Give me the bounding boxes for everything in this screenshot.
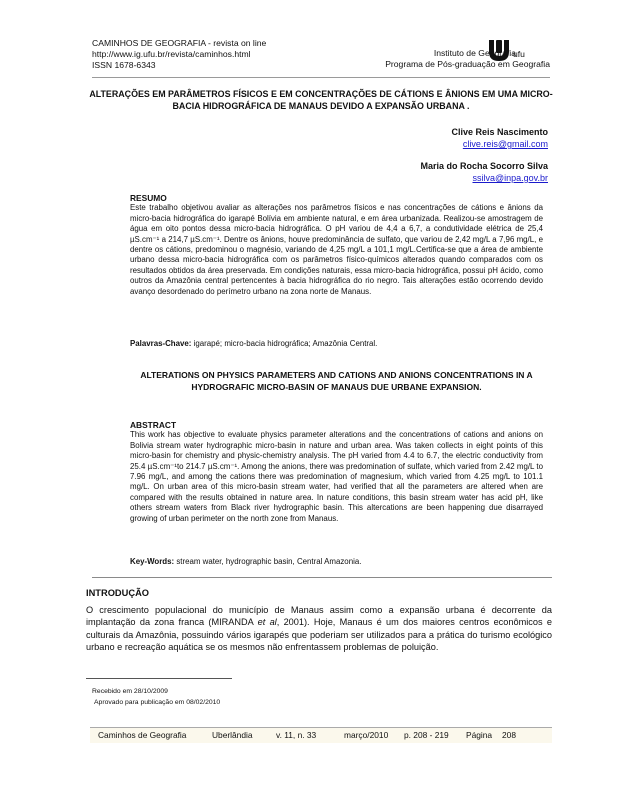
footnote-divider	[86, 678, 232, 679]
page-footer	[90, 727, 552, 743]
resumo-section	[130, 193, 543, 297]
author-name: Clive Reis Nascimento	[451, 127, 548, 137]
title-portuguese: ALTERAÇÕES EM PARÂMETROS FÍSICOS E EM CONCENTRAÇÕES DE CÁTIONS E ÂNIONS EM UMA MICRO-BACIA HIDROGRÁFICA DE MANAUS DEVIDO A EXPANSÃO URBANA .	[89, 89, 553, 111]
footer-city: Uberlândia	[212, 730, 253, 740]
institute-name: Instituto de Geografia	[433, 48, 516, 58]
author-name: Maria do Rocha Socorro Silva	[420, 161, 548, 171]
author-2	[420, 160, 548, 184]
logo-text: ufu	[513, 49, 525, 59]
palavras-chave	[130, 339, 543, 349]
author-email-link[interactable]: clive.reis@gmail.com	[462, 139, 548, 149]
footer-date: março/2010	[344, 730, 389, 740]
title-english: ALTERATIONS ON PHYSICS PARAMETERS AND CATIONS AND ANIONS CONCENTRATIONS IN A HYDROGRAFIC MICRO-BASIN OF MANAUS DUE URBANE EXPANSION.	[140, 370, 533, 392]
program-name: Programa de Pós-graduação em Geografia	[385, 59, 550, 69]
keywords-text: stream water, hydrographic basin, Central Amazonia.	[174, 557, 362, 566]
intro-text-italic: et al	[257, 617, 277, 628]
journal-issn: ISSN 1678-6343	[92, 60, 156, 70]
intro-text-part: O crescimento populacional do município de Manaus assim como a expansão urbana é decorrente da implantação da zona franca (MIRANDA	[86, 605, 552, 628]
abstract-text: This work has objective to evaluate physics parameter alterations and the concentrations of cations and anions on Bolivia stream water hydrographic micro-basin in nature and urban area. Was taken collects in eight points of this micro-basin for chemistry and physic-chemistry analysis. The pH varied from 4.4 to 6.7, the electric conductivity from 25.4 µS.cm⁻¹to 214.7 µS.cm⁻¹. Among the anions, there was predomination of sulfate, which varied from 2.42 mg/L to 7.96 mg/L, and among the cations there was predomination of magnesium, which varied from 4.25 mg/L to 101.1 mg/L. On urban area of this micro-basin stream water, had verified that all the parameters are altered when are compared with the results obtained in nature area. In nature conditions, this basin stream water has acid pH, like others stream waters from Black river hydrographic basin. This altercations are been happening due disarrayed growing of urban perimeter on the north zone from Manaus.	[130, 430, 543, 523]
footer-pages: p. 208 - 219	[404, 730, 449, 740]
section-divider	[92, 577, 552, 578]
keywords-text: igarapé; micro-bacia hidrográfica; Amazônia Central.	[191, 339, 378, 348]
footer-journal: Caminhos de Geografia	[98, 730, 187, 740]
institute-header	[385, 48, 550, 70]
abstract-section	[130, 420, 543, 524]
footnote-approved: Aprovado para publicação em 08/02/2010	[94, 699, 221, 706]
footnote-received: Recebido em 28/10/2009	[92, 688, 168, 695]
footer-page-number: 208	[502, 730, 516, 740]
intro-heading: INTRODUÇÃO	[86, 588, 150, 598]
resumo-heading: RESUMO	[130, 193, 167, 203]
resumo-text: Este trabalho objetivou avaliar as alterações nos parâmetros físicos e nas concentrações de cátions e ânions da micro-bacia hidrográfica do igarapé Bolívia em ambiente natural, e em área urbanizada. Realizou-se amostragem de água em oito pontos dessa micro-bacia hidrográfica. O pH variou de 4,4 a 6,7, a condutividade elétrica de 25,4 µS.cm⁻¹ a 214,7 µS.cm⁻¹. Dentre os ânions, houve predominância de sulfato, que variou de 2,42 mg/L a 7,96 mg/L, e dentre os cátions, predominou o magnésio, variando de 4,25 mg/L a 101,1 mg/L.Certifica-se que a área de ambiente urbano dessa micro-bacia hidrográfica com os parâmetros físico-químicos alterados quando comparados com os resultados obtidos da área preservada. Em condições naturais, essa micro-bacia hidrográfica, possui pH ácido, como outros da Amazônia central pertencentes à bacia hidrográfica do rio negro. Tais alterações estão ocorrendo devido avanço desordenado do perímetro urbano na zona norte de Manaus.	[130, 203, 543, 296]
footer-page-label: Página	[466, 730, 493, 740]
journal-header	[92, 38, 266, 71]
keywords-label: Palavras-Chave:	[130, 339, 192, 348]
key-words	[130, 557, 543, 567]
header-divider	[92, 77, 550, 78]
author-1	[451, 126, 548, 150]
footer-volume: v. 11, n. 33	[276, 730, 317, 740]
author-email-link[interactable]: ssilva@inpa.gov.br	[472, 173, 548, 183]
keywords-label: Key-Words:	[130, 557, 175, 566]
journal-url[interactable]: http://www.ig.ufu.br/revista/caminhos.html	[92, 49, 251, 59]
intro-text-part: , 2001). Hoje, Manaus é um dos maiores centros econômicos e culturais da Amazônia, possuindo vários igarapés que poderiam ser utilizados para a prática do turismo ecológico urbano e recreação aquática se os mesmos não enfrentassem problemas de poluição.	[86, 617, 552, 652]
intro-text	[86, 604, 552, 653]
abstract-heading: ABSTRACT	[130, 420, 177, 430]
journal-name: CAMINHOS DE GEOGRAFIA - revista on line	[92, 38, 267, 48]
